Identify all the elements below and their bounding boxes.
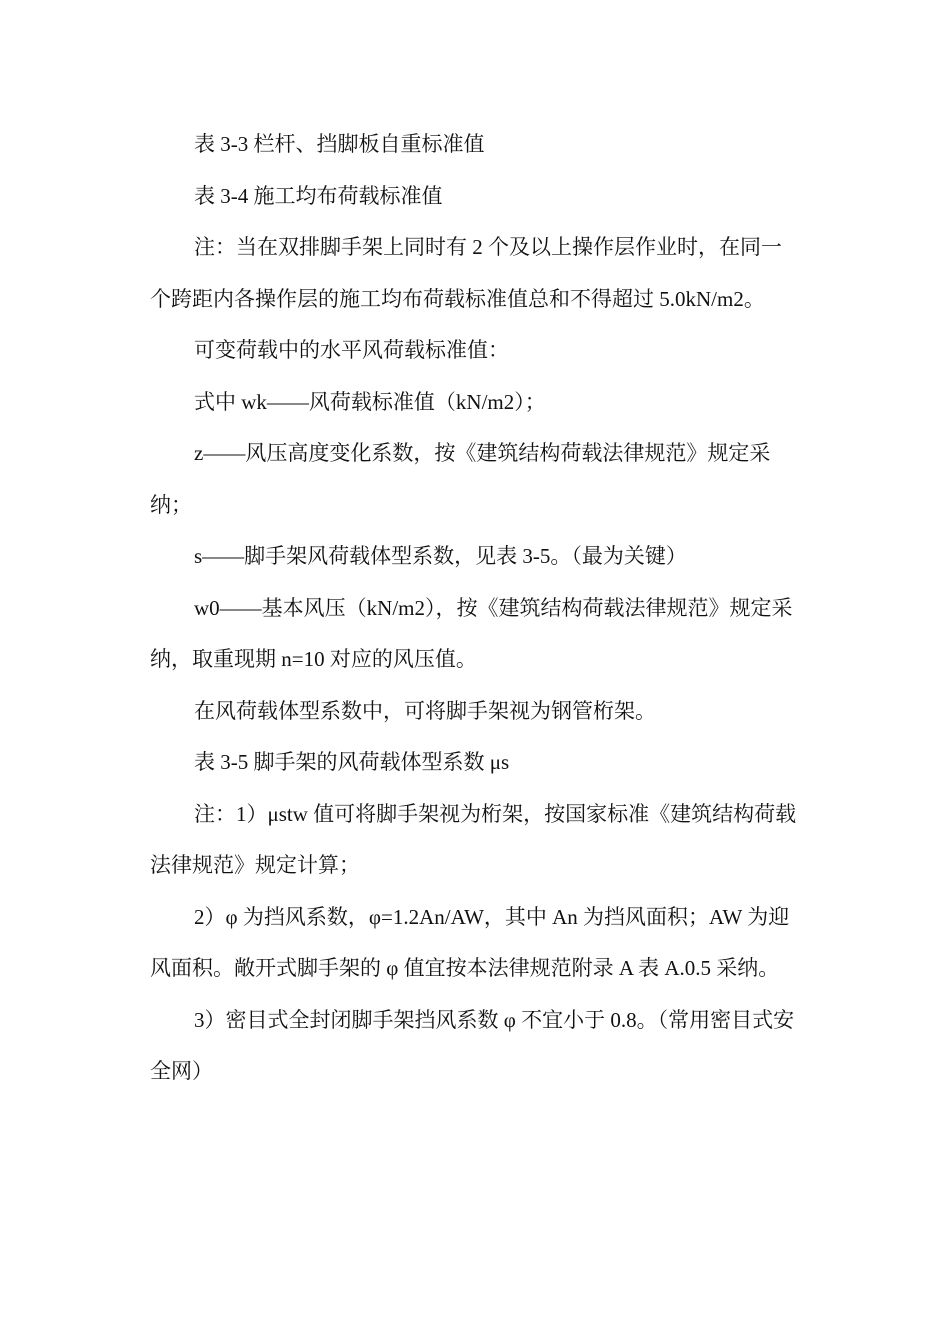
note-2: 2）φ 为挡风系数，φ=1.2An/AW，其中 An 为挡风面积；AW 为迎风面积。敞开式脚手架的 φ 值宜按本法律规范附录 A 表 A.0.5 采纳。 [150,904,790,980]
table-caption-3-4: 表 3-4 施工均布荷载标准值 [194,183,443,208]
document-body [150,119,798,1098]
truss-paragraph: 在风荷载体型系数中，可将脚手架视为钢管桁架。 [194,698,656,723]
note-paragraph: 注：当在双排脚手架上同时有 2 个及以上操作层作业时，在同一个跨距内各操作层的施工均布荷载标准值总和不得超过 5.0kN/m2。 [150,235,782,311]
note-3: 3）密目式全封闭脚手架挡风系数 φ 不宜小于 0.8。（常用密目式安全网） [150,1007,795,1083]
note-1: 注：1）μstw 值可将脚手架视为桁架，按国家标准《建筑结构荷载法律规范》规定计算； [150,801,797,877]
wind-load-intro: 可变荷载中的水平风荷载标准值： [194,338,509,362]
formula-definition-z: z——风压高度变化系数，按《建筑结构荷载法律规范》规定采纳； [150,441,771,517]
table-caption-3-5: 表 3-5 脚手架的风荷载体型系数 μs [194,750,510,774]
table-caption-3-3: 表 3-3 栏杆、挡脚板自重标准值 [194,132,485,156]
formula-definition-w0: w0——基本风压（kN/m2），按《建筑结构荷载法律规范》规定采纳，取重现期 n=10 对应的风压值。 [150,595,793,671]
formula-definition-s: s——脚手架风荷载体型系数，见表 3-5。（最为关键） [194,544,687,568]
formula-definition-wk: 式中 wk——风荷载标准值（kN/m2）； [194,389,546,414]
